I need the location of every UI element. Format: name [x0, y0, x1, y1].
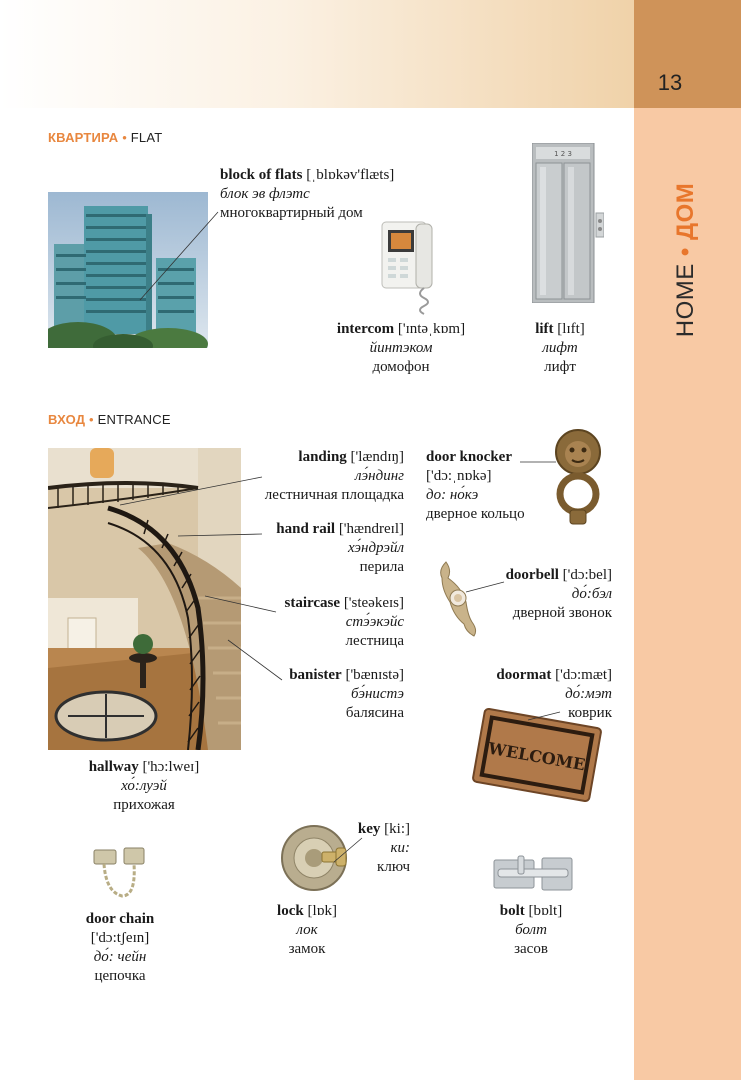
term-ipa: ['bænɪstə]	[345, 667, 404, 683]
term-staircase	[232, 594, 404, 651]
term-word: lift	[535, 321, 554, 337]
term-transliteration: стэ́экэйс	[345, 614, 404, 630]
term-lift	[520, 320, 600, 377]
section-ru: КВАРТИРА	[48, 130, 119, 145]
bolt-image	[492, 852, 574, 894]
section-ru: ВХОД	[48, 412, 86, 427]
term-translation: засов	[514, 941, 548, 957]
term-transliteration: ки:	[390, 840, 410, 856]
term-doorbell	[470, 566, 612, 623]
term-translation: прихожая	[113, 797, 175, 813]
block-of-flats-image	[48, 192, 208, 348]
term-intercom	[326, 320, 476, 377]
term-ipa: ['hændreɪl]	[338, 521, 404, 537]
chapter-title-ru: ДОМ	[672, 182, 699, 241]
term-ipa: ['hɔ:lweɪ]	[142, 759, 200, 775]
page-number: 13	[657, 70, 683, 95]
term-word: landing	[298, 449, 347, 465]
term-ipa: ['steəkeɪs]	[343, 595, 404, 611]
chapter-sidebar	[634, 0, 741, 1080]
term-translation: коврик	[568, 705, 612, 721]
term-ipa: [ki:]	[384, 821, 410, 837]
term-ipa: [lɒk]	[307, 903, 337, 919]
term-translation: перила	[359, 559, 404, 575]
doormat-welcome-text: WELCOME	[486, 738, 587, 775]
term-word: intercom	[336, 321, 395, 337]
term-transliteration: хэ́ндрэйл	[347, 540, 404, 556]
term-word: doorbell	[505, 567, 559, 583]
term-transliteration: лок	[296, 922, 318, 938]
term-transliteration: хо́:луэй	[121, 778, 167, 794]
term-ipa: ['dɔ:mæt]	[555, 667, 612, 683]
term-word: doormat	[496, 667, 552, 683]
term-hand-rail	[232, 520, 404, 577]
term-landing	[232, 448, 404, 505]
term-ipa: [lɪft]	[557, 321, 585, 337]
term-word: block of flats	[220, 167, 303, 183]
term-ipa: ['ɪntəˌkɒm]	[397, 321, 466, 337]
term-block-of-flats	[220, 166, 430, 223]
term-word: door knocker	[426, 449, 512, 465]
term-translation: замок	[288, 941, 326, 957]
term-translation: балясина	[345, 705, 404, 721]
term-word: hand rail	[276, 521, 336, 537]
term-transliteration: до́:бэл	[571, 586, 612, 602]
chapter-title-separator: •	[672, 247, 699, 257]
term-transliteration: до́:мэт	[565, 686, 612, 702]
term-ipa: ['dɔ:bel]	[562, 567, 612, 583]
term-ipa: ['dɔ:tʃeɪn]	[90, 930, 150, 946]
term-word: staircase	[284, 595, 341, 611]
hallway-staircase-image	[48, 448, 241, 750]
term-transliteration: болт	[515, 922, 547, 938]
term-transliteration: йинтэком	[369, 340, 433, 356]
term-banister	[232, 666, 404, 723]
term-word: lock	[277, 903, 304, 919]
door-chain-image	[92, 846, 148, 902]
lift-image	[532, 143, 604, 303]
term-ipa: ['lændɪŋ]	[350, 449, 404, 465]
section-en: FLAT	[130, 130, 163, 145]
section-header-flat	[48, 130, 162, 145]
section-header-entrance	[48, 412, 171, 427]
term-hallway	[64, 758, 224, 815]
term-transliteration: блок эв флэтс	[220, 186, 310, 202]
top-banner	[0, 0, 634, 108]
term-translation: дверное кольцо	[426, 506, 525, 522]
term-translation: ключ	[377, 859, 410, 875]
term-lock	[252, 902, 362, 959]
term-translation: домофон	[372, 359, 430, 375]
intercom-image	[380, 220, 442, 316]
term-word: bolt	[499, 903, 525, 919]
lift-floor-display: 1 2 3	[554, 150, 572, 158]
term-word: hallway	[88, 759, 139, 775]
term-translation: дверной звонок	[512, 605, 612, 621]
term-bolt	[476, 902, 586, 959]
term-transliteration: лэ́ндинг	[355, 468, 404, 484]
term-word: door chain	[85, 911, 155, 927]
term-transliteration: до́: чейн	[93, 949, 147, 965]
term-ipa: [bɒlt]	[528, 903, 563, 919]
section-separator: •	[122, 130, 127, 145]
term-transliteration: до: но́кэ	[426, 487, 479, 503]
term-transliteration: бэ́нистэ	[350, 686, 404, 702]
term-key	[330, 820, 410, 877]
term-translation: многоквартирный дом	[220, 205, 363, 221]
term-translation: цепочка	[94, 968, 146, 984]
term-word: banister	[289, 667, 342, 683]
term-ipa: [ˌblɒkəv'flæts]	[306, 167, 395, 183]
chapter-title	[672, 183, 700, 338]
term-word: key	[357, 821, 381, 837]
term-transliteration: лифт	[542, 340, 578, 356]
term-doormat	[470, 666, 612, 723]
term-door-knocker	[426, 448, 576, 524]
chapter-title-en: HOME	[672, 263, 699, 338]
term-door-chain	[60, 910, 180, 986]
section-en: ENTRANCE	[97, 412, 171, 427]
term-translation: лестничная площадка	[264, 487, 404, 503]
term-ipa: ['dɔ:ˌnɒkə]	[426, 468, 492, 484]
section-separator: •	[89, 412, 94, 427]
term-translation: лифт	[544, 359, 576, 375]
term-translation: лестница	[345, 633, 404, 649]
